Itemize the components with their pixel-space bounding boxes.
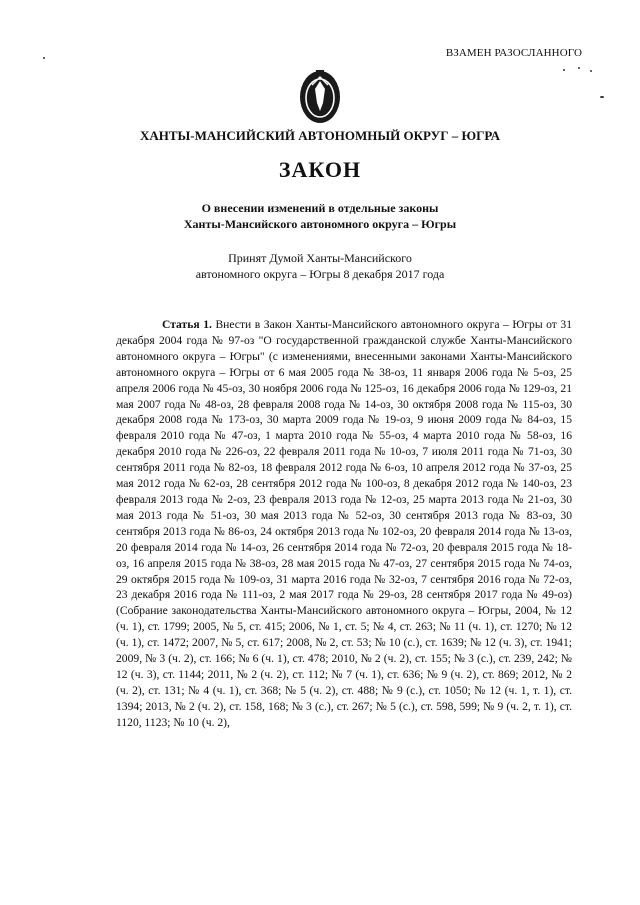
- law-subtitle: [0, 200, 640, 232]
- adoption-note: [0, 250, 640, 282]
- coat-of-arms-icon: [298, 67, 342, 125]
- adoption-line: автономного округа – Югры 8 декабря 2017 года: [195, 267, 445, 281]
- scan-speck: [43, 57, 45, 59]
- article-label: Статья 1.: [162, 318, 212, 331]
- document-title: ЗАКОН: [278, 157, 362, 182]
- subtitle-line: О внесении изменений в отдельные законы: [201, 201, 439, 215]
- scan-speck: [590, 70, 592, 72]
- article-text: Внести в Закон Ханты-Мансийского автономного округа – Югры от 31 декабря 2004 года № 97-оз "О государственной гражданской службе Ханты-Мансийского автономного округа – Югры" (с изменениями, внесенными законами Ханты-Мансийского автономного округа – Югры от 6 мая 2005 года № 38-оз, 11 января 2006 года № 5-оз, 25 апреля 2006 года № 45-оз, 30 ноября 2006 года № 125-оз, 16 декабря 2006 года № 129-оз, 21 мая 2007 года № 48-оз, 28 февраля 2008 года № 14-оз, 30 октября 2008 года № 115-оз, 30 декабря 2008 года № 173-оз, 30 марта 2009 года № 19-оз, 9 июня 2009 года № 84-оз, 15 февраля 2010 года № 47-оз, 1 марта 2010 года № 55-оз, 4 марта 2010 года № 58-оз, 16 декабря 2010 года № 226-оз, 22 февраля 2011 года № 10-оз, 7 июля 2011 года № 71-оз, 30 сентября 2011 года № 82-оз, 18 февраля 2012 года № 6-оз, 10 апреля 2012 года № 37-оз, 25 мая 2012 года № 62-оз, 28 сентября 2012 года № 100-оз, 8 декабря 2012 года № 140-оз, 23 февраля 2013 года № 2-оз, 23 февраля 2013 года № 12-оз, 25 марта 2013 года № 21-оз, 30 мая 2013 года № 51-оз, 30 мая 2013 года № 52-оз, 30 сентября 2013 года № 83-оз, 30 сентября 2013 года № 86-оз, 24 октября 2013 года № 102-оз, 20 февраля 2014 года № 13-оз, 20 февраля 2014 года № 14-оз, 26 сентября 2014 года № 72-оз, 20 февраля 2015 года № 18-оз, 16 апреля 2015 года № 38-оз, 28 мая 2015 года № 47-оз, 27 сентября 2015 года № 74-оз, 29 октября 2015 года № 109-оз, 31 марта 2016 года № 32-оз, 7 сентября 2016 года № 72-оз, 23 декабря 2016 года № 111-оз, 2 мая 2017 года № 29-оз, 28 сентября 2017 года № 49-оз) (Собрание законодательства Ханты-Мансийского автономного округа – Югры, 2004, № 12 (ч. 1), ст. 1799; 2005, № 5, ст. 415; 2006, № 1, ст. 5; № 4, ст. 263; № 11 (ч. 1), ст. 1270; № 12 (ч. 1), ст. 1472; 2007, № 5, ст. 617; 2008, № 2, ст. 53; № 10 (с.), ст. 1639; № 12 (ч. 3), ст. 1941; 2009, № 3 (ч. 2), ст. 166; № 6 (ч. 1), ст. 478; 2010, № 2 (ч. 2), ст. 155; № 3 (с.), ст. 239, 242; № 12 (ч. 3), ст. 1144; 2011, № 2 (ч. 2), ст. 112; № 7 (ч. 1), ст. 636; № 9 (ч. 2), ст. 869; 2012, № 2 (ч. 2), ст. 131; № 4 (ч. 1), ст. 368; № 5 (ч. 2), ст. 488; № 9 (с.), ст. 1050; № 12 (ч. 1, т. 1), ст. 1394; 2013, № 2 (ч. 2), ст. 158, 168; № 3 (с.), ст. 267; № 5 (с.), ст. 598, 599; № 9 (ч. 2, т. 1), ст. 1120, 1123; № 10 (ч. 2),: [116, 318, 572, 729]
- region-header: ХАНТЫ-МАНСИЙСКИЙ АВТОНОМНЫЙ ОКРУГ – ЮГРА: [139, 128, 501, 143]
- adoption-line: Принят Думой Ханты-Мансийского: [228, 251, 412, 265]
- reissue-stamp: ВЗАМЕН РАЗОСЛАННОГО: [445, 47, 582, 59]
- subtitle-line: Ханты-Мансийского автономного округа – Югры: [183, 217, 457, 231]
- scan-speck: [563, 69, 565, 71]
- scan-speck: [578, 67, 580, 69]
- article-paragraph: [116, 317, 572, 731]
- scan-speck: [600, 96, 604, 98]
